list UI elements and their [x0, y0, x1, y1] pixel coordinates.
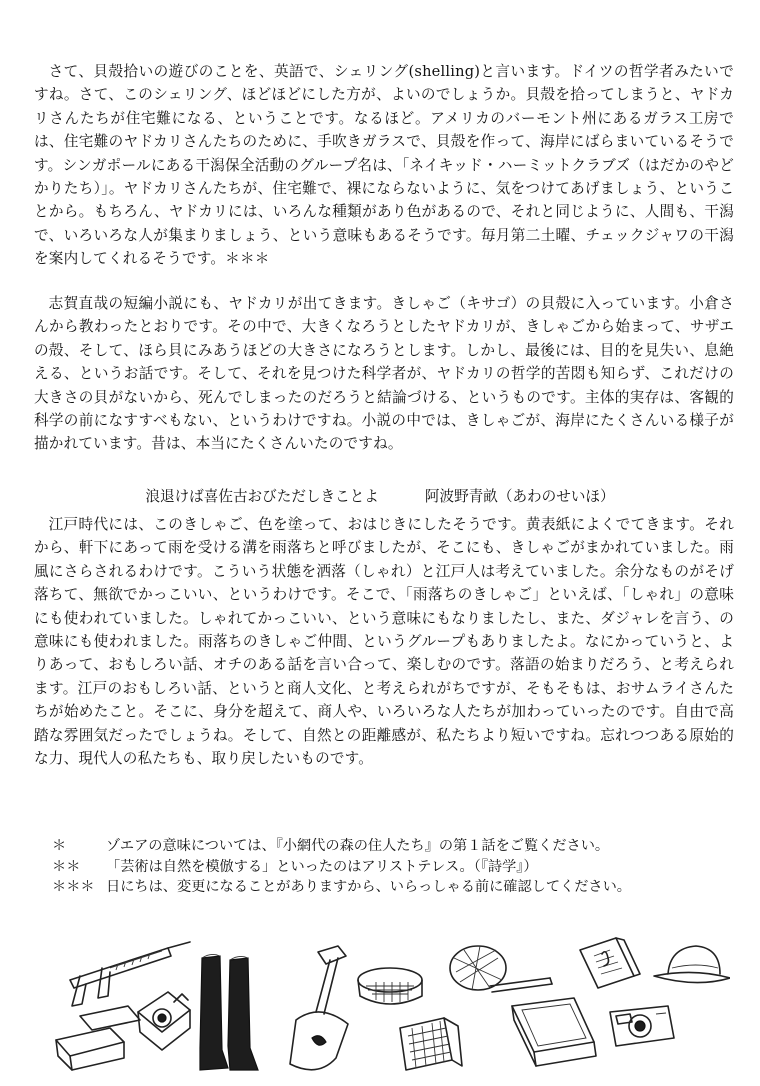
footnote-text: 日にちは、変更になることがありますから、いらっしゃる前に確認してください。 — [106, 879, 631, 895]
boots-icon — [200, 954, 258, 1070]
footnote-mark: ＊ — [52, 838, 67, 854]
notebook-icon — [580, 938, 640, 988]
compact-camera-icon — [610, 1006, 674, 1046]
camera-icon — [138, 992, 190, 1050]
field-tools-illustration — [50, 928, 730, 1080]
bucket-icon — [56, 1006, 140, 1070]
footnote — [52, 836, 742, 857]
sieve-icon — [358, 968, 422, 1004]
footnote-text: 「芸術は自然を模倣する」といったのはアリストテレス。（『詩学』） — [106, 858, 538, 875]
haiku-author: 阿波野青畝（あわのせいほ） — [424, 488, 615, 505]
shovel-icon — [290, 946, 348, 1070]
haiku-verse: 浪退けば喜佐古おびただしきことよ — [145, 488, 379, 505]
footnote-mark: ＊＊ — [52, 858, 81, 875]
footnote-mark: ＊＊＊ — [52, 879, 95, 895]
caliper-icon — [70, 942, 190, 1006]
basket-icon — [400, 1018, 462, 1070]
footnote-text: ゾエアの意味については、『小網代の森の住人たち』の第１話をご覧ください。 — [106, 838, 610, 854]
footnotes — [52, 836, 742, 898]
hat-icon — [654, 946, 730, 983]
haiku-line — [0, 487, 760, 507]
paragraph-edo: 江戸時代には、このきしゃご、色を塗って、おはじきにしたそうです。黄表紙によくでてきます。それから、軒下にあって雨を受ける溝を雨落ちと呼びましたが、そこにも、きしゃごがまかれていました。雨風にさらされるわけです。こういう状態を洒落（しゃれ）と江戸人は考えていました。余分なものがそげ落ちて、無欲でかっこいい、というわけです。そこで、「雨落ちのきしゃご」といえば、「しゃれ」の意味にも使われていました。しゃれてかっこいい、という意味にもなりましたし、また、ダジャレを言う、の意味にも使われました。雨落ちのきしゃご仲間、というグループもありましたよ。なにかっていうと、よりあって、おもしろい話、オチのある話を言い合って、楽しむのです。落語の始まりだろう、と考えられます。江戸のおもしろい話、というと商人文化、と考えられがちですが、そもそもは、おサムライさんたちが始めたこと。そこに、身分を超えて、商人や、いろいろな人たちが加わっていったのです。自由で高踏な雰囲気だったでしょうね。そして、自然との距離感が、私たちより短いですね。忘れつつある原始的な力、現代人の私たちも、取り戻したいものです。 — [34, 516, 734, 768]
paragraph-shelling: さて、貝殻拾いの遊びのことを、英語で、シェリング(shelling)と言います。ドイツの哲学者みたいですね。さて、このシェリング、ほどほどにした方が、よいのでしょうか。貝殻を拾ってしまうと、ヤドカリさんたちが住宅難になる、ということです。なるほど。アメリカのバーモント州にあるガラス工房では、住宅難のヤドカリさんたちのために、手吹きガラスで、貝殻を作って、海岸にばらまいているそうです。シンガポールにある干潟保全活動のグループ名は、「ネイキッド・ハーミットクラブズ（はだかのやどかりたち）」。ヤドカリさんたちが、住宅難で、裸にならないように、気をつけてあげましょう、ということから。もちろん、ヤドカリには、いろんな種類があり色があるので、それと同じように、人間も、干潟で、いろいろな人が集まりましょう、という意味もあるそうです。毎月第二土曜、チェックジャワの干潟を案内してくれるそうです。＊＊＊ — [34, 63, 734, 268]
footnote — [52, 877, 742, 898]
tray-icon — [512, 998, 596, 1066]
footnote — [52, 857, 742, 878]
net-icon — [450, 946, 552, 992]
paragraph-shiga-naoya: 志賀直哉の短編小説にも、ヤドカリが出てきます。きしゃご（キサゴ）の貝殻に入っています。小倉さんから教わったとおりです。その中で、大きくなろうとしたヤドカリが、きしゃごから始まって、サザエの殻、そして、ほら貝にみあうほどの大きさになろうとします。しかし、最後には、目的を見失い、息絶える、というお話です。そして、それを見つけた科学者が、ヤドカリの哲学的苦悶も知らず、これだけの大きさの貝がないから、死んでしまったのだろうと結論づける、というものです。主体的実存は、客観的科学の前になすすべもない、というわけですね。小説の中では、きしゃごが、海岸にたくさんいる様子が描かれています。昔は、本当にたくさんいたのですね。 — [34, 295, 734, 453]
